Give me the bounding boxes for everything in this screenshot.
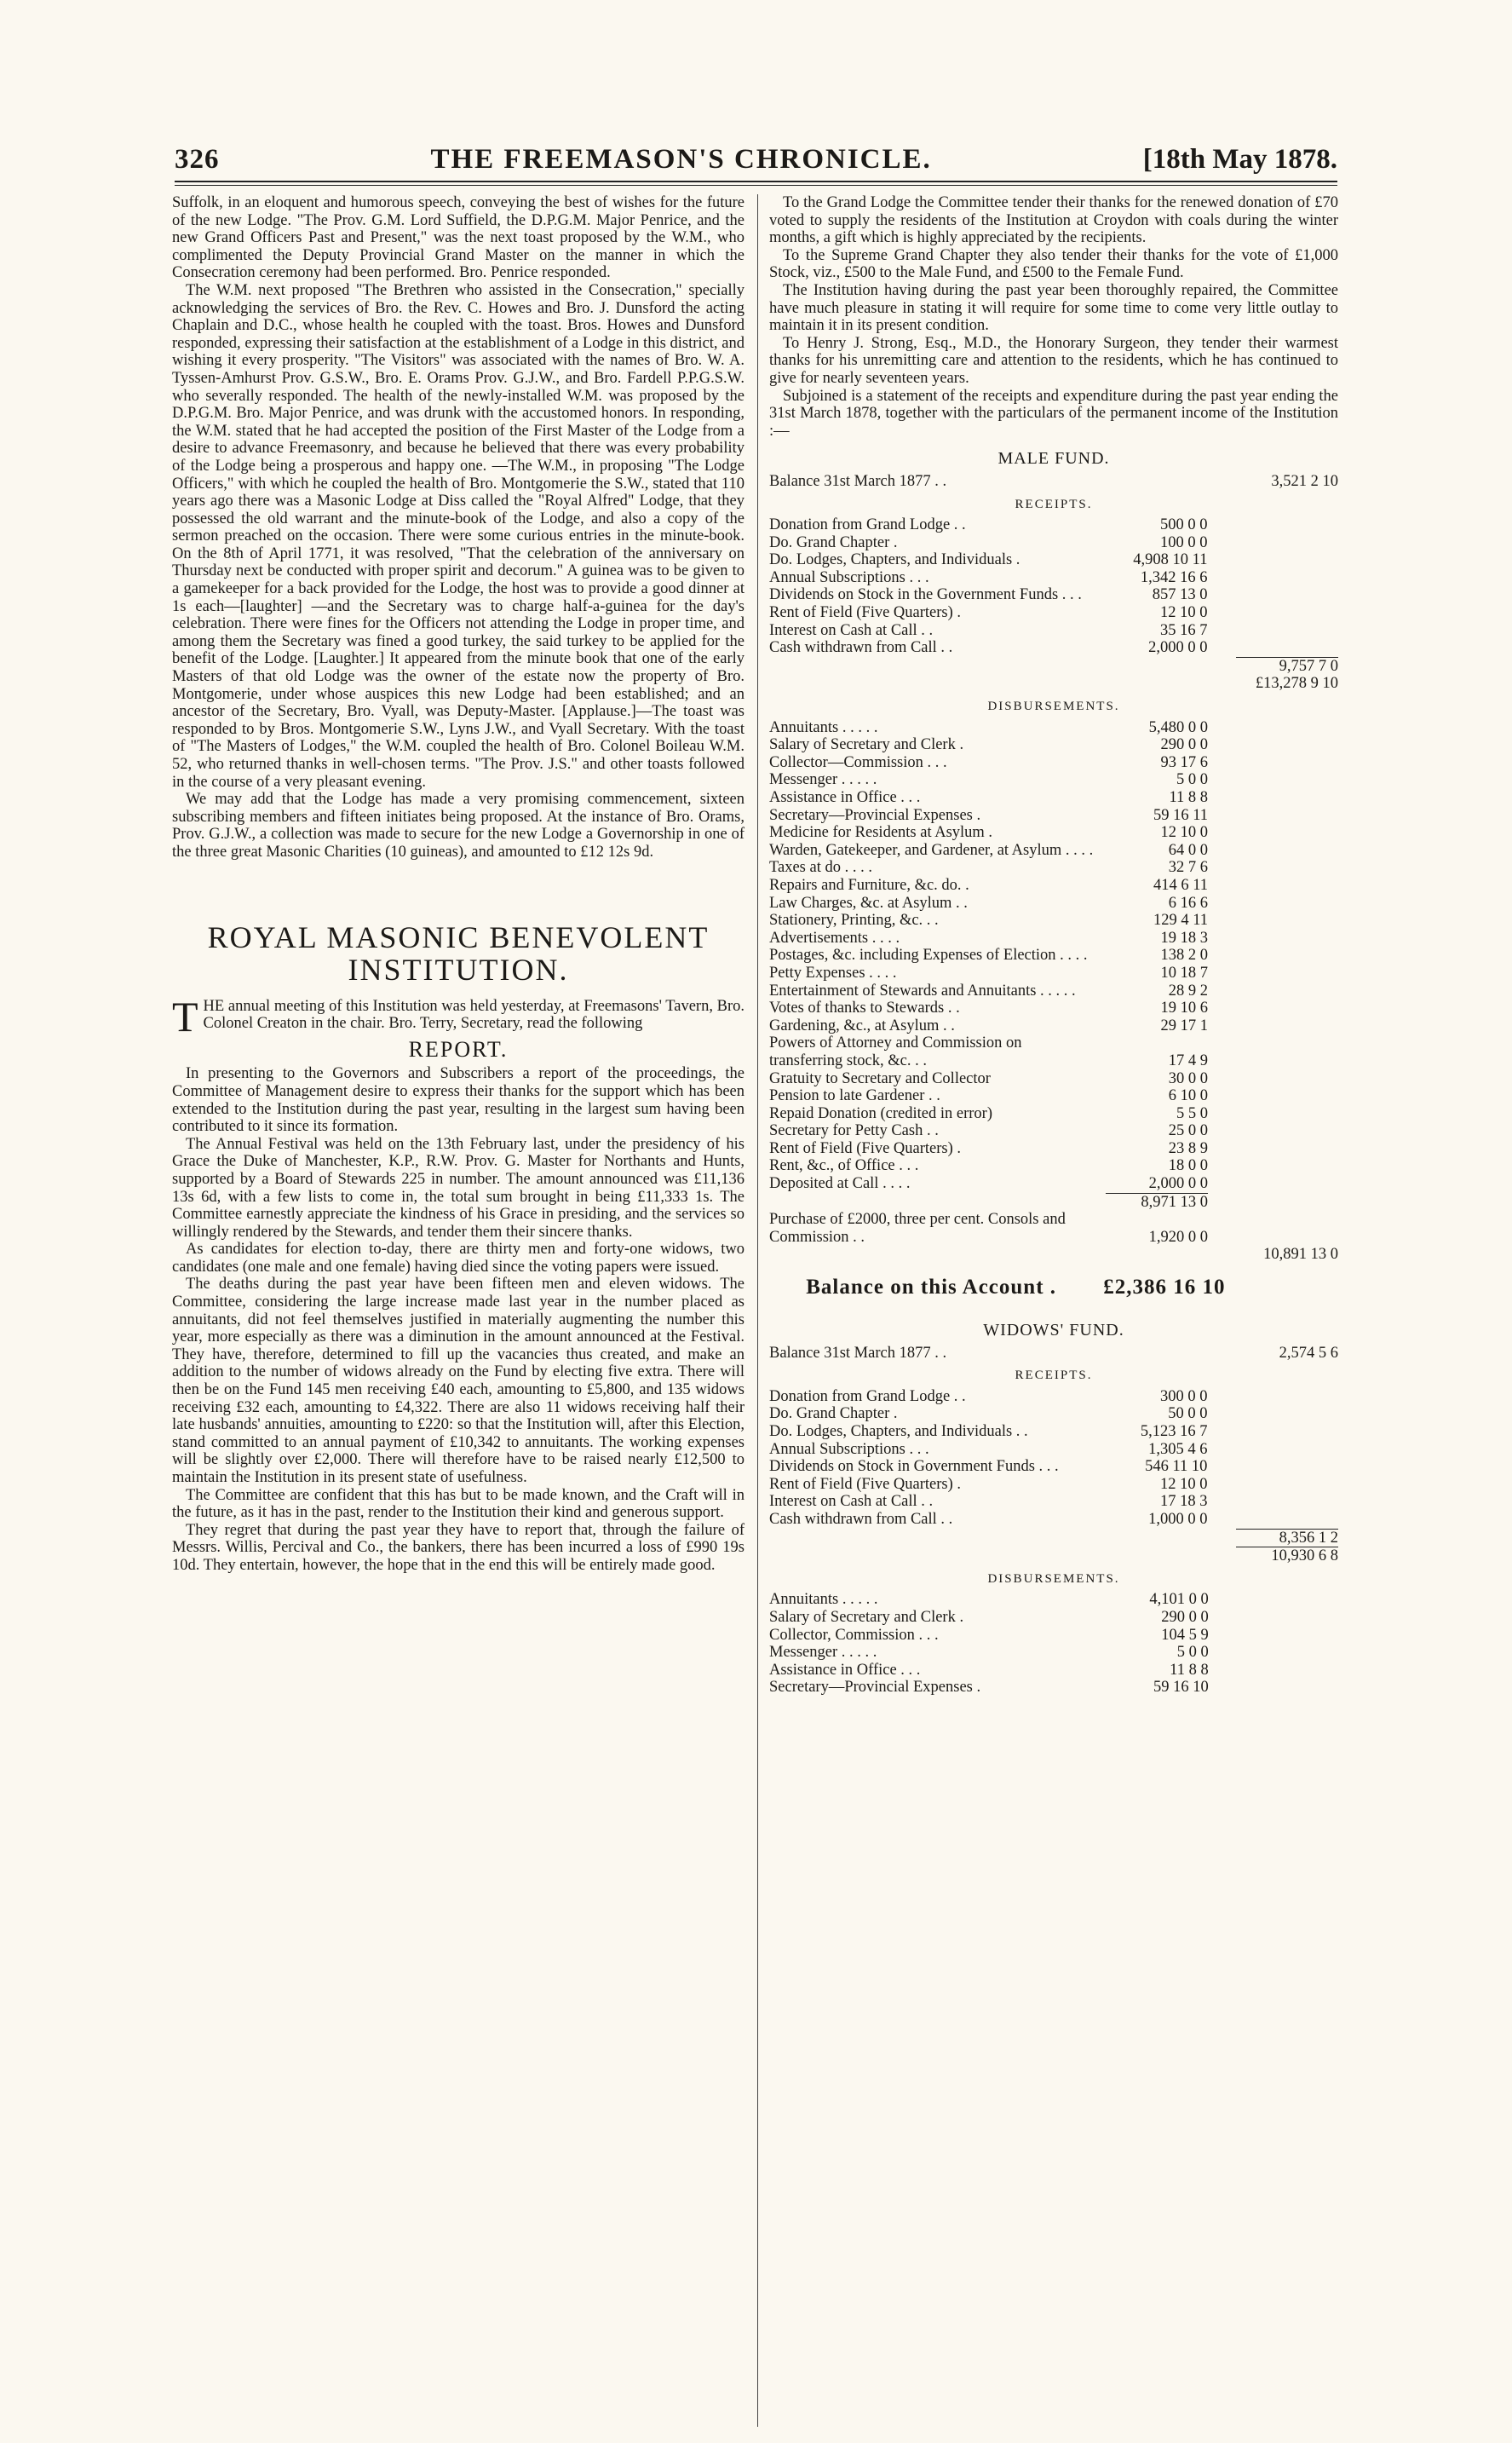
rows (769, 516, 1338, 657)
row-amount: 11 8 8 (1170, 1661, 1209, 1679)
report-paragraph: In presenting to the Governors and Subscribers a report of the proceedings, the Committee of Management desire to express their thanks for the support which has been extended to the Institution during the past year, resulting in the largest sum having been contributed to it since its formation. (172, 1065, 745, 1136)
row-amount: 18 0 0 (1168, 1157, 1209, 1175)
rows (769, 719, 1338, 1193)
body-paragraph: The W.M. next proposed "The Brethren who assisted in the Consecration," specially acknowledging the services of Bro. the Rev. C. Howes and Bro. J. Dunsford the acting Chaplain and D.C., whose health he coupled with the toast. Bros. Howes and Dunsford responded, expressing their satisfaction at the establishment of a Lodge in this district, and wishing it every prosperity. "The Visitors" was associated with the names of Bro. W. A. Tyssen-Amhurst Prov. G.S.W., Bro. E. Orams Prov. G.J.W., and Bro. Fardell P.P.G.S.W. who severally responded. The health of the newly-installed W.M. was proposed by the D.P.G.M. Bro. Major Penrice, and was drunk with the accustomed honors. In responding, the W.M. stated that he had accepted the position of the First Master of the Lodge from a desire to advance Freemasonry, and because he believed that there was every probability of the Lodge being a prosperous and happy one. —The W.M., in proposing "The Lodge Officers," with which he coupled the health of Bro. Montgomerie the S.W., stated that 110 years ago there was a Masonic Lodge at Diss called the "Royal Alfred" Lodge, that they possessed the old warrant and the minute-book of the Lodge, and also a copy of the sermon preached on the occasion. There were some curious entries in the minute-book. On the 8th of April 1771, it was resolved, "That the celebration of the anniversary on Thursday next be conducted with proper spirit and decorum." A guinea was to be given to a gamekeeper for a back provided for the Lodge, the host was to provide a good dinner at 1s each—[laughter] —and the Secretary was to charge half-a-guinea for the day's celebration. There were fines for the Officers not attending the Lodge in proper time, and among them the Secretary was fined a good turkey, the said turkey to be applied for the benefit of the Lodge. [Laughter.] It appeared from the minute book that one of the early Masters of that old Lodge was the owner of the estate now the property of Bro. Montgomerie, under whose auspices this new Lodge had been established; and an ancestor of the Secretary, Bro. Vyall, was Deputy-Master. [Applause.]—The toast was responded to by Bros. Montgomerie S.W., Lyns J.W., and Vyall Secretary. With the toast of "The Masters of Lodges," the W.M. coupled the health of Bro. Colonel Boileau W.M. 52, who returned thanks in well-chosen terms. "The Prov. J.S." and other toasts followed in the course of a very pleasant evening. (172, 281, 745, 791)
row-amount: 6 10 0 (1168, 1087, 1209, 1105)
table-row (769, 1609, 1338, 1627)
column-divider (757, 194, 758, 2427)
row-amount: 1,000 0 0 (1148, 1510, 1208, 1528)
widows-disbursements-table (769, 1591, 1338, 1697)
table-row (769, 1441, 1338, 1459)
row-label: Secretary—Provincial Expenses . (769, 1679, 981, 1697)
table-row (769, 586, 1338, 604)
table-row (769, 639, 1338, 657)
table-row (769, 1388, 1338, 1406)
row-label: Gratuity to Secretary and Collector (769, 1069, 991, 1087)
table-row (769, 1405, 1338, 1423)
rows (769, 1591, 1338, 1697)
row-label: Dividends on Stock in Government Funds . . . (769, 1458, 1059, 1476)
article-heading: ROYAL MASONIC BENEVOLENT INSTITUTION. (207, 919, 710, 987)
row-amount: 12 10 0 (1159, 1475, 1208, 1493)
row-label: Gardening, &c., at Asylum . . (769, 1017, 955, 1034)
row-amount: 35 16 7 (1159, 621, 1208, 639)
row-label: Interest on Cash at Call . . (769, 1493, 934, 1511)
row-amount: 1,342 16 6 (1140, 568, 1208, 586)
row-label: Collector, Commission . . . (769, 1626, 939, 1644)
grand-total: £13,278 9 10 (1255, 675, 1338, 693)
row-label: Assistance in Office . . . (769, 1661, 921, 1679)
row-amount: 6 16 6 (1168, 894, 1209, 912)
table-row (769, 1345, 1338, 1363)
row-amount: 28 9 2 (1168, 982, 1209, 1000)
table-row (769, 771, 1338, 789)
row-total: 3,521 2 10 (1271, 472, 1338, 490)
row-label: Annuitants . . . . . (769, 1591, 878, 1609)
row-label: Rent of Field (Five Quarters) . (769, 604, 962, 622)
masthead-rule-thin (175, 185, 1337, 186)
table-row (769, 1511, 1338, 1529)
body-paragraph: Subjoined is a statement of the receipts and expenditure during the past year ending the 31st March 1878, together with the particulars of the permanent income of the Institution :— (769, 387, 1338, 440)
table-row (769, 982, 1338, 1000)
widows-fund-opening (769, 1345, 1338, 1363)
page-number: 326 (175, 144, 220, 175)
balance-amount: £2,386 16 10 (1103, 1276, 1226, 1299)
row-amount: 1,920 0 0 (1148, 1228, 1209, 1246)
disbursements-total: 10,891 13 0 (1263, 1246, 1338, 1264)
row-amount: 5,123 16 7 (1140, 1423, 1208, 1440)
table-row (769, 569, 1338, 587)
row-label: Repairs and Furniture, &c. do. . (769, 876, 969, 894)
widows-receipts-table (769, 1388, 1338, 1565)
male-receipts-table (769, 516, 1338, 693)
row-label: Law Charges, &c. at Asylum . . (769, 894, 968, 912)
table-row (769, 1105, 1338, 1123)
body-paragraph: The Institution having during the past year been thoroughly repaired, the Committee have much pleasure in stating it will require for some time to come very little outlay to maintain it in its present condition. (769, 281, 1338, 335)
row-amount: 129 4 11 (1153, 912, 1209, 930)
row-label: Collector—Commission . . . (769, 753, 947, 771)
row-label: Messenger . . . . . (769, 1644, 877, 1662)
row-label: Purchase of £2000, three per cent. Consols and Commission . . (769, 1211, 1066, 1246)
drop-cap: T (172, 992, 198, 1040)
publication-title: THE FREEMASON'S CHRONICLE. (430, 144, 932, 175)
row-amount: 19 10 6 (1160, 1000, 1209, 1017)
table-row (769, 1017, 1338, 1035)
row-amount: 100 0 0 (1159, 533, 1208, 551)
row-label: Annuitants . . . . . (769, 718, 878, 736)
row-label: Donation from Grand Lodge . . (769, 516, 966, 534)
disbursements-subtotal: 8,971 13 0 (1106, 1193, 1208, 1212)
report-paragraph: The Committee are confident that this has but to be made known, and the Craft will in the future, as it has in the past, render to the Institution their kind and generous support. (172, 1486, 745, 1522)
receipts-total: 8,356 1 2 (1236, 1529, 1338, 1547)
male-disbursements-heading: DISBURSEMENTS. (987, 700, 1120, 714)
row-label: Salary of Secretary and Clerk . (769, 1608, 964, 1626)
table-row (769, 1662, 1338, 1680)
row-label: Do. Grand Chapter . (769, 533, 898, 551)
row-label: Annual Subscriptions . . . (769, 1440, 929, 1458)
row-total: 2,574 5 6 (1279, 1344, 1338, 1362)
intro-text: HE annual meeting of this Institution was held yesterday, at Freemasons' Tavern, Bro. Colonel Creaton in the chair. Bro. Terry, Secretary, read the following (203, 997, 745, 1033)
right-column (769, 194, 1338, 1697)
table-row (769, 657, 1338, 676)
widows-disbursements-heading: DISBURSEMENTS. (987, 1571, 1120, 1586)
row-label: Donation from Grand Lodge . . (769, 1387, 966, 1405)
table-row (769, 622, 1338, 640)
row-label: Interest on Cash at Call . . (769, 621, 934, 639)
balance-row (769, 1264, 1338, 1311)
row-amount: 32 7 6 (1168, 859, 1209, 877)
table-row (769, 842, 1338, 860)
row-amount: 138 2 0 (1160, 947, 1209, 965)
row-amount: 10 18 7 (1160, 964, 1209, 982)
table-row (769, 1070, 1338, 1088)
row-amount: 11 8 8 (1169, 789, 1209, 806)
table-row (769, 1140, 1338, 1158)
report-paragraph: The Annual Festival was held on the 13th February last, under the presidency of his Grace the Duke of Manchester, K.P., R.W. Prov. G. Master for Northants and Hunts, supported by a Board of Stewards 225 in number. The amount announced was £11,136 13s 6d, with a few lists to come in, the total sum brought in being £11,333 1s. The Committee earnestly appreciate the kindness of his Grace in presiding, and the services so willingly rendered by the Stewards, and tender them their sincere thanks. (172, 1135, 745, 1241)
table-row (769, 1591, 1338, 1609)
row-amount: 414 6 11 (1153, 876, 1209, 894)
row-amount: 5,480 0 0 (1148, 718, 1209, 736)
table-row (769, 1034, 1338, 1069)
row-amount: 4,908 10 11 (1133, 551, 1208, 569)
table-row (769, 1175, 1338, 1193)
body-paragraph: Suffolk, in an eloquent and humorous speech, conveying the best of wishes for the future of the new Lodge. "The Prov. G.M. Lord Suffield, the D.P.G.M. Major Penrice, and the new Grand Officers Past and Present," was the next toast proposed by the W.M., who complimented the Deputy Provincial Grand Master on the manner in which the Consecration ceremony had been performed. Bro. Penrice responded. (172, 194, 745, 282)
table-row (769, 1087, 1338, 1105)
table-row (769, 675, 1338, 693)
row-label: Balance 31st March 1877 . . (769, 1344, 947, 1362)
table-row (769, 807, 1338, 825)
report-paragraph: As candidates for election to-day, there are thirty men and forty-one widows, two candidates (one male and one female) having died since the voting papers were issued. (172, 1241, 745, 1276)
table-row (769, 859, 1338, 877)
balance-label: Balance on this Account . (806, 1276, 1057, 1299)
table-row (769, 719, 1338, 737)
row-label: Dividends on Stock in the Government Funds . . . (769, 586, 1082, 604)
widows-fund-heading: WIDOWS' FUND. (983, 1321, 1124, 1340)
report-paragraph: They regret that during the past year they have to report that, through the failure of Messrs. Willis, Percival and Co., the bankers, there has been incurred a loss of £990 19s 10d. They entertain, however, the hope that in the end this will be entirely made good. (172, 1521, 745, 1574)
row-label: Deposited at Call . . . . (769, 1175, 911, 1193)
table-row (769, 895, 1338, 913)
table-row (769, 1157, 1338, 1175)
row-amount: 19 18 3 (1160, 929, 1209, 947)
grand-total: 10,930 6 8 (1236, 1547, 1338, 1565)
row-label: Petty Expenses . . . . (769, 964, 897, 982)
report-heading: REPORT. (408, 1036, 509, 1062)
masthead-rule (175, 181, 1337, 182)
male-fund-opening (769, 473, 1338, 491)
row-amount: 64 0 0 (1168, 841, 1209, 859)
table-row (769, 1458, 1338, 1476)
table-row (769, 754, 1338, 772)
row-label: Do. Lodges, Chapters, and Individuals . (769, 551, 1020, 569)
row-label: Messenger . . . . . (769, 771, 877, 789)
body-paragraph: To the Supreme Grand Chapter they also tender their thanks for the vote of £1,000 Stock, viz., £500 to the Male Fund, and £500 to the Female Fund. (769, 246, 1338, 282)
row-label: Stationery, Printing, &c. . . (769, 912, 939, 930)
row-label: Entertainment of Stewards and Annuitants . . . . . (769, 982, 1076, 1000)
rows (769, 1388, 1338, 1529)
table-row (769, 877, 1338, 895)
row-label: Salary of Secretary and Clerk . (769, 736, 964, 754)
receipts-total: 9,757 7 0 (1236, 657, 1338, 676)
table-row (769, 1679, 1338, 1697)
body-paragraph: To Henry J. Strong, Esq., M.D., the Honorary Surgeon, they tender their warmest thanks for his unremitting care and attention to the residents, which he has continued to give for nearly seventeen years. (769, 334, 1338, 387)
body-paragraph: To the Grand Lodge the Committee tender their thanks for the renewed donation of £70 voted to supply the residents of the Institution at Croydon with coals during the winter months, a gift which is highly appreciated by the recipients. (769, 194, 1338, 247)
row-amount: 4,101 0 0 (1149, 1591, 1209, 1609)
body-paragraph: We may add that the Lodge has made a very promising commencement, sixteen subscribing members and fifteen initiates being proposed. At the instance of Bro. Orams, Prov. G.J.W., a collection was made to secure for the new Lodge a Governorship in one of the three great Masonic Charities (10 guineas), and amounted to £12 12s 9d. (172, 791, 745, 861)
table-row (769, 1423, 1338, 1441)
table-row (769, 1627, 1338, 1645)
row-amount: 12 10 0 (1159, 604, 1208, 622)
table-row (769, 1246, 1338, 1264)
row-amount: 5 5 0 (1176, 1104, 1209, 1122)
table-row (769, 912, 1338, 930)
table-row (769, 1193, 1338, 1212)
row-label: Secretary—Provincial Expenses . (769, 806, 981, 824)
row-label: Taxes at do . . . . (769, 859, 872, 877)
row-amount: 25 0 0 (1168, 1122, 1209, 1140)
row-label: Assistance in Office . . . (769, 789, 921, 806)
table-row (769, 473, 1338, 491)
row-amount: 2,000 0 0 (1148, 1175, 1209, 1193)
table-row (769, 1211, 1338, 1246)
widows-receipts-heading: RECEIPTS. (1015, 1368, 1093, 1383)
table-row (769, 947, 1338, 965)
row-label: Do. Grand Chapter . (769, 1405, 898, 1423)
row-amount: 30 0 0 (1168, 1069, 1209, 1087)
row-label: Postages, &c. including Expenses of Election . . . . (769, 947, 1088, 965)
row-label: Do. Lodges, Chapters, and Individuals . . (769, 1423, 1028, 1440)
row-amount: 2,000 0 0 (1148, 639, 1208, 657)
male-disbursements-table (769, 719, 1338, 1311)
row-amount: 50 0 0 (1168, 1405, 1208, 1423)
row-label: Rent, &c., of Office . . . (769, 1157, 919, 1175)
row-amount: 5 0 0 (1176, 1644, 1209, 1662)
row-label: Warden, Gatekeeper, and Gardener, at Asylum . . . . (769, 841, 1094, 859)
row-amount: 93 17 6 (1160, 753, 1209, 771)
table-row (769, 824, 1338, 842)
row-amount: 1,305 4 6 (1148, 1440, 1208, 1458)
row-amount: 857 13 0 (1152, 586, 1208, 604)
row-amount: 59 16 10 (1153, 1679, 1209, 1697)
row-amount: 29 17 1 (1160, 1017, 1209, 1034)
male-receipts-heading: RECEIPTS. (1015, 497, 1093, 511)
table-row (769, 1529, 1338, 1547)
row-label: Medicine for Residents at Asylum . (769, 824, 993, 842)
row-amount: 300 0 0 (1159, 1387, 1208, 1405)
row-amount: 17 18 3 (1159, 1493, 1208, 1511)
table-row (769, 930, 1338, 948)
table-row (769, 604, 1338, 622)
row-amount: 23 8 9 (1168, 1139, 1209, 1157)
table-row (769, 965, 1338, 982)
table-row (769, 551, 1338, 569)
row-label: Powers of Attorney and Commission on transferring stock, &c. . . (769, 1034, 1022, 1069)
table-row (769, 1000, 1338, 1017)
row-amount: 59 16 11 (1153, 806, 1209, 824)
table-row (769, 534, 1338, 552)
row-label: Balance 31st March 1877 . . (769, 472, 947, 490)
masthead (175, 135, 1337, 176)
article-intro (172, 992, 745, 1040)
row-label: Secretary for Petty Cash . . (769, 1122, 939, 1140)
table-row (769, 1476, 1338, 1494)
table-row (769, 789, 1338, 807)
table-row (769, 1644, 1338, 1662)
row-amount: 17 4 9 (1168, 1052, 1209, 1069)
row-label: Rent of Field (Five Quarters) . (769, 1475, 962, 1493)
row-amount: 290 0 0 (1161, 1608, 1209, 1626)
issue-date: [18th May 1878. (1142, 144, 1337, 175)
table-row (769, 736, 1338, 754)
report-paragraph: The deaths during the past year have been fifteen men and eleven widows. The Committee, considering the large increase made last year in the number placed as annuitants, did not feel themselves justified in materially augmenting the number this year, more especially as there was a diminution in the amount announced at the Festival. They have, therefore, determined to fill up the vacancies thus created, and make an addition to the number of widows already on the Fund by electing five extra. There will then be on the Fund 145 men receiving £40 each, amounting to £5,800, and 135 widows receiving £32 each, amounting to £4,322. There are also 11 widows receiving half their late husbands' annuities, amounting to £220: so that the Institution will, after this Election, stand committed to an annual payment of £10,342 to annuitants. The working expenses will be slightly over £2,000. There will therefore have to be raised nearly £12,500 to maintain the Institution in its present state of usefulness. (172, 1276, 745, 1486)
row-label: Cash withdrawn from Call . . (769, 1510, 953, 1528)
male-fund-heading: MALE FUND. (997, 449, 1110, 469)
row-amount: 546 11 10 (1145, 1458, 1208, 1476)
row-label: Cash withdrawn from Call . . (769, 639, 953, 657)
table-row (769, 1493, 1338, 1511)
row-amount: 5 0 0 (1176, 771, 1209, 789)
row-amount: 12 10 0 (1160, 824, 1209, 842)
row-amount: 104 5 9 (1161, 1626, 1209, 1644)
row-label: Repaid Donation (credited in error) (769, 1104, 992, 1122)
row-amount: 290 0 0 (1160, 736, 1209, 754)
row-label: Rent of Field (Five Quarters) . (769, 1139, 962, 1157)
row-label: Annual Subscriptions . . . (769, 568, 929, 586)
left-column (172, 194, 745, 1575)
row-label: Pension to late Gardener . . (769, 1087, 940, 1105)
row-amount: 500 0 0 (1159, 516, 1208, 534)
row-label: Votes of thanks to Stewards . . (769, 1000, 960, 1017)
table-row (769, 516, 1338, 534)
table-row (769, 1122, 1338, 1140)
table-row (769, 1547, 1338, 1565)
row-label: Advertisements . . . . (769, 929, 900, 947)
